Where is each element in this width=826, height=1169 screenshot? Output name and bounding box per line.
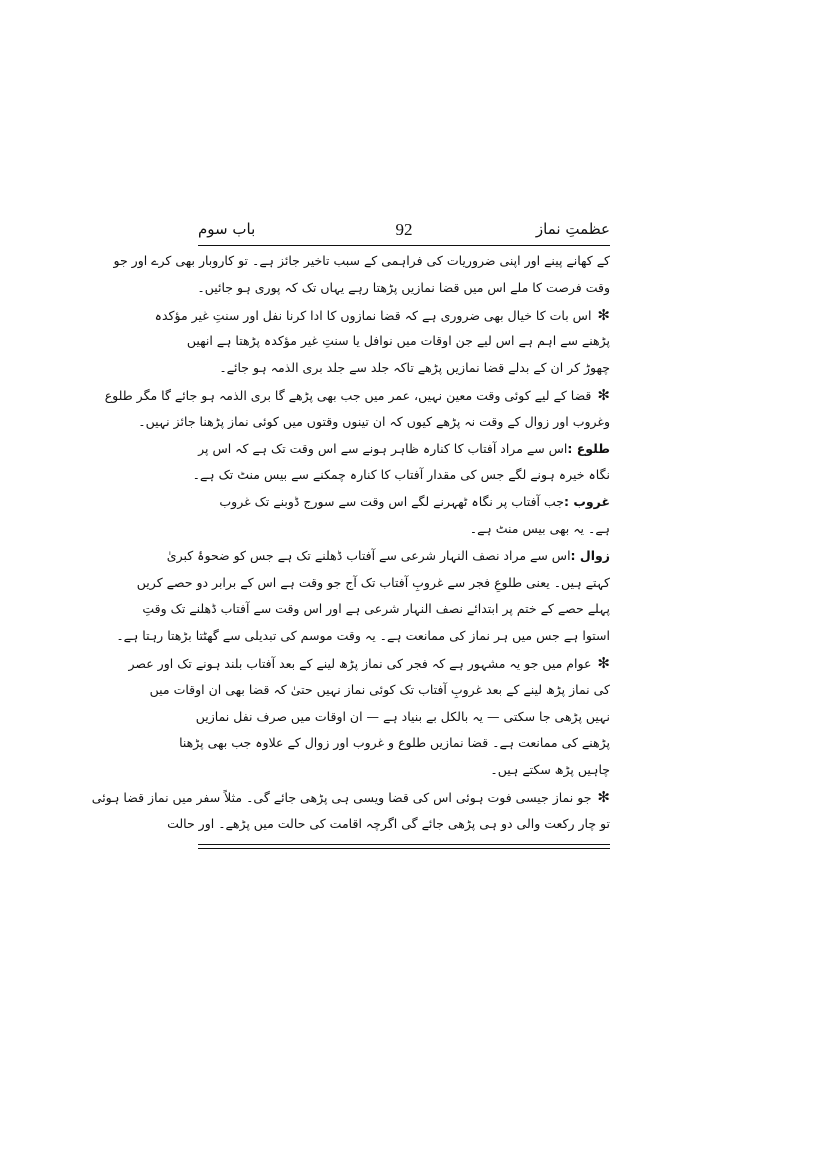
- bullet-icon: ✻: [597, 653, 610, 672]
- line-text: کی نماز پڑھ لینے کے بعد غروبِ آفتاب تک کوئی نماز نہیں حتیٰ کہ قضا بھی ان اوقات میں: [149, 681, 610, 697]
- line-text: عوام میں جو یہ مشہور ہے کہ فجر کی نماز پڑھ لینے کے بعد آفتاب بلند ہونے تک اور عصر: [128, 655, 592, 671]
- text-line: [167, 811, 610, 838]
- text-line: [136, 570, 610, 597]
- text-line: [198, 489, 610, 516]
- book-title: عظمتِ نماز: [535, 220, 610, 238]
- line-text: پڑھنے کی ممانعت ہے۔ قضا نمازیں طلوع و غروب اور زوال کے علاوہ جب بھی پڑھنا: [179, 735, 610, 751]
- page-header: [198, 218, 610, 244]
- text-line: [179, 730, 610, 757]
- line-text: چاہیں پڑھ سکتے ہیں۔: [490, 762, 610, 778]
- text-line: [198, 355, 610, 382]
- page-body: [91, 248, 610, 838]
- text-line: [104, 382, 610, 409]
- line-text: اس بات کا خیال بھی ضروری ہے کہ قضا نمازوں کا ادا کرنا نفل اور سنتِ غیر مؤکدہ: [154, 307, 592, 323]
- term-heading: زوال :: [570, 547, 610, 563]
- line-text: قضا کے لیے کوئی وقت معین نہیں، عمر میں جب بھی پڑھے گا بری الذمہ ہو جائے گا مگر طلوع: [104, 387, 592, 403]
- line-text: اس سے مراد نصف النہار شرعی سے آفتاب ڈھلنے تک ہے جس کو ضحوۂ کبریٰ: [166, 547, 571, 563]
- text-line: [198, 436, 610, 463]
- text-line: [142, 596, 610, 623]
- line-text: وغروب اور زوال کے وقت نہ پڑھے کیوں کہ ان تینوں وقتوں میں کوئی نماز پڑھنا جائز نہیں۔: [138, 413, 610, 429]
- line-text: وقت فرصت کا ملے اس میں قضا نمازیں پڑھتا رہے یہاں تک کہ پوری ہو جائیں۔: [197, 279, 610, 295]
- text-line: [192, 462, 610, 489]
- line-text: ہے۔ یہ بھی بیس منٹ ہے۔: [469, 520, 610, 536]
- line-text: چھوڑ کر ان کے بدلے قضا نمازیں پڑھے تاکہ جلد سے جلد بری الذمہ ہو جائے۔: [219, 360, 610, 376]
- bullet-icon: ✻: [597, 305, 610, 324]
- text-line: [128, 650, 610, 677]
- text-line: [154, 302, 610, 329]
- text-line: [166, 543, 610, 570]
- line-text: پہلے حصے کے ختم پر ابتدائے نصف النہار شرعی ہے اور اس وقت سے آفتاب ڈھلنے تک وقتِ: [142, 601, 610, 617]
- text-line: [149, 677, 610, 704]
- footer-rule-1: [198, 844, 610, 845]
- text-line: [116, 623, 610, 650]
- bullet-icon: ✻: [597, 787, 610, 806]
- line-text: کے کھانے پینے اور اپنی ضروریات کی فراہمی کے سبب تاخیر جائز ہے۔ تو کاروبار بھی کرے اور جو: [113, 253, 610, 268]
- term-heading: طلوع :: [567, 440, 610, 456]
- line-text: نہیں پڑھی جا سکتی — یہ بالکل بے بنیاد ہے — ان اوقات میں صرف نفل نمازیں: [195, 708, 610, 724]
- line-text: جو نماز جیسی فوت ہوئی اس کی قضا ویسی ہی پڑھی جائے گی۔ مثلاً سفر میں نماز قضا ہوئی: [91, 789, 592, 805]
- text-line: [113, 248, 610, 275]
- header-rule: [198, 245, 610, 246]
- page-number: 92: [395, 220, 413, 239]
- text-line: [138, 409, 610, 436]
- line-text: نگاہ خیرہ ہونے لگے جس کی مقدار آفتاب کا کنارہ چمکنے سے بیس منٹ تک ہے۔: [192, 467, 610, 483]
- line-text: جب آفتاب پر نگاہ ٹھہرنے لگے اس وقت سے سورج ڈوبنے تک غروب: [219, 494, 564, 510]
- text-line: [198, 275, 610, 302]
- line-text: اس سے مراد آفتاب کا کنارہ ظاہر ہونے سے اس وقت تک ہے کہ اس پر: [198, 440, 568, 456]
- text-line: [198, 757, 610, 784]
- line-text: استوا ہے جس میں ہر نماز کی ممانعت ہے۔ یہ وقت موسم کی تبدیلی سے گھٹتا بڑھتا رہتا ہے۔: [116, 628, 610, 644]
- line-text: کہتے ہیں۔ یعنی طلوعِ فجر سے غروبِ آفتاب تک آج جو وقت ہے اس کے برابر دو حصے کریں: [136, 574, 610, 590]
- book-page: [91, 218, 610, 938]
- term-heading: غروب :: [564, 494, 610, 510]
- chapter-label: باب سوم: [198, 220, 256, 238]
- line-text: پڑھنے سے اہم ہے اس لیے جن اوقات میں نوافل یا سنتِ غیر مؤکدہ پڑھتا ہے انھیں: [186, 333, 610, 349]
- text-line: [186, 328, 610, 355]
- bullet-icon: ✻: [597, 385, 610, 404]
- text-line: [91, 784, 610, 811]
- text-line: [195, 704, 610, 731]
- footer-rule-2: [198, 848, 610, 849]
- line-text: تو چار رکعت والی دو ہی پڑھی جائے گی اگرچہ اقامت کی حالت میں پڑھے۔ اور حالت: [167, 815, 610, 831]
- text-line: [198, 516, 610, 543]
